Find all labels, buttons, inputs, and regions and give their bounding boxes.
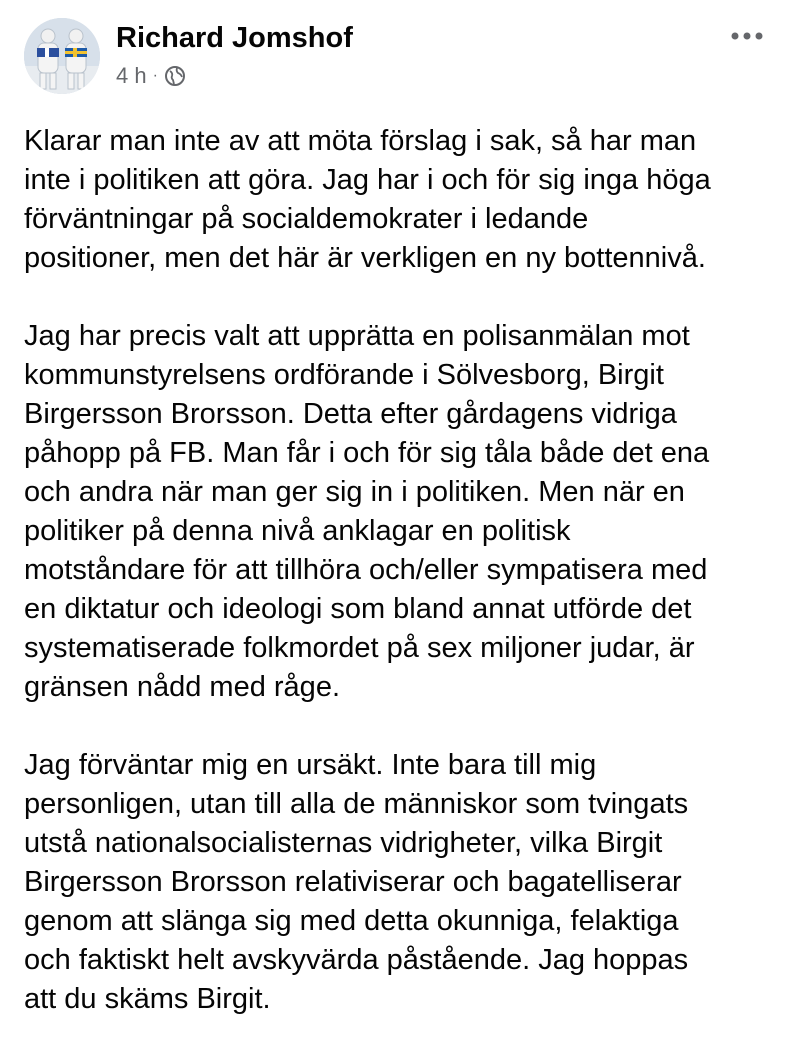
post-paragraph xyxy=(24,746,774,1019)
text-line: påhopp på FB. Man får i och för sig tåla både det ena xyxy=(24,437,710,469)
more-horizontal-icon xyxy=(730,31,764,41)
text-line: Jag har precis valt att upprätta en polisanmälan mot xyxy=(24,320,690,352)
text-line: och faktiskt helt avskyvärda påstående. Jag hoppas xyxy=(24,944,689,976)
globe-icon[interactable] xyxy=(164,65,186,87)
text-line: personligen, utan till alla de människor som tvingats xyxy=(24,788,689,820)
meta-separator: · xyxy=(152,67,158,84)
text-line: motståndare för att tillhöra och/eller sympatisera med xyxy=(24,554,708,586)
post-time[interactable]: 4 h xyxy=(116,63,147,88)
post-meta xyxy=(116,62,186,90)
text-line: Birgersson Brorsson. Detta efter gårdagens vidriga xyxy=(24,398,677,430)
text-line: genom att slänga sig med detta okunniga, felaktiga xyxy=(24,905,679,937)
text-line: Jag förväntar mig en ursäkt. Inte bara till mig xyxy=(24,749,597,781)
post-paragraph xyxy=(24,317,774,707)
post-text xyxy=(24,122,774,1058)
post-header xyxy=(24,16,773,96)
text-line: Birgersson Brorsson relativiserar och bagatelliserar xyxy=(24,866,682,898)
text-line: positioner, men det här är verkligen en ny bottennivå. xyxy=(24,242,706,274)
text-line: och andra när man ger sig in i politiken. Men när en xyxy=(24,476,685,508)
text-line: utstå nationalsocialisternas vidrigheter, vilka Birgit xyxy=(24,827,663,859)
text-line: gränsen nådd med råge. xyxy=(24,671,340,703)
profile-photo-icon xyxy=(24,18,100,94)
more-options-button[interactable] xyxy=(725,22,769,50)
text-line: en diktatur och ideologi som bland annat utförde det xyxy=(24,593,692,625)
text-line: kommunstyrelsens ordförande i Sölvesborg, Birgit xyxy=(24,359,664,391)
author-name[interactable]: Richard Jomshof xyxy=(116,22,353,54)
text-line: Klarar man inte av att möta förslag i sak, så har man xyxy=(24,125,697,157)
text-line: inte i politiken att göra. Jag har i och för sig inga höga xyxy=(24,164,711,196)
text-line: politiker på denna nivå anklagar en politisk xyxy=(24,515,571,547)
text-line: förväntningar på socialdemokrater i ledande xyxy=(24,203,589,235)
text-line: att du skäms Birgit. xyxy=(24,983,271,1015)
post-paragraph xyxy=(24,122,774,278)
text-line: systematiserade folkmordet på sex miljoner judar, är xyxy=(24,632,695,664)
avatar[interactable] xyxy=(24,18,100,94)
